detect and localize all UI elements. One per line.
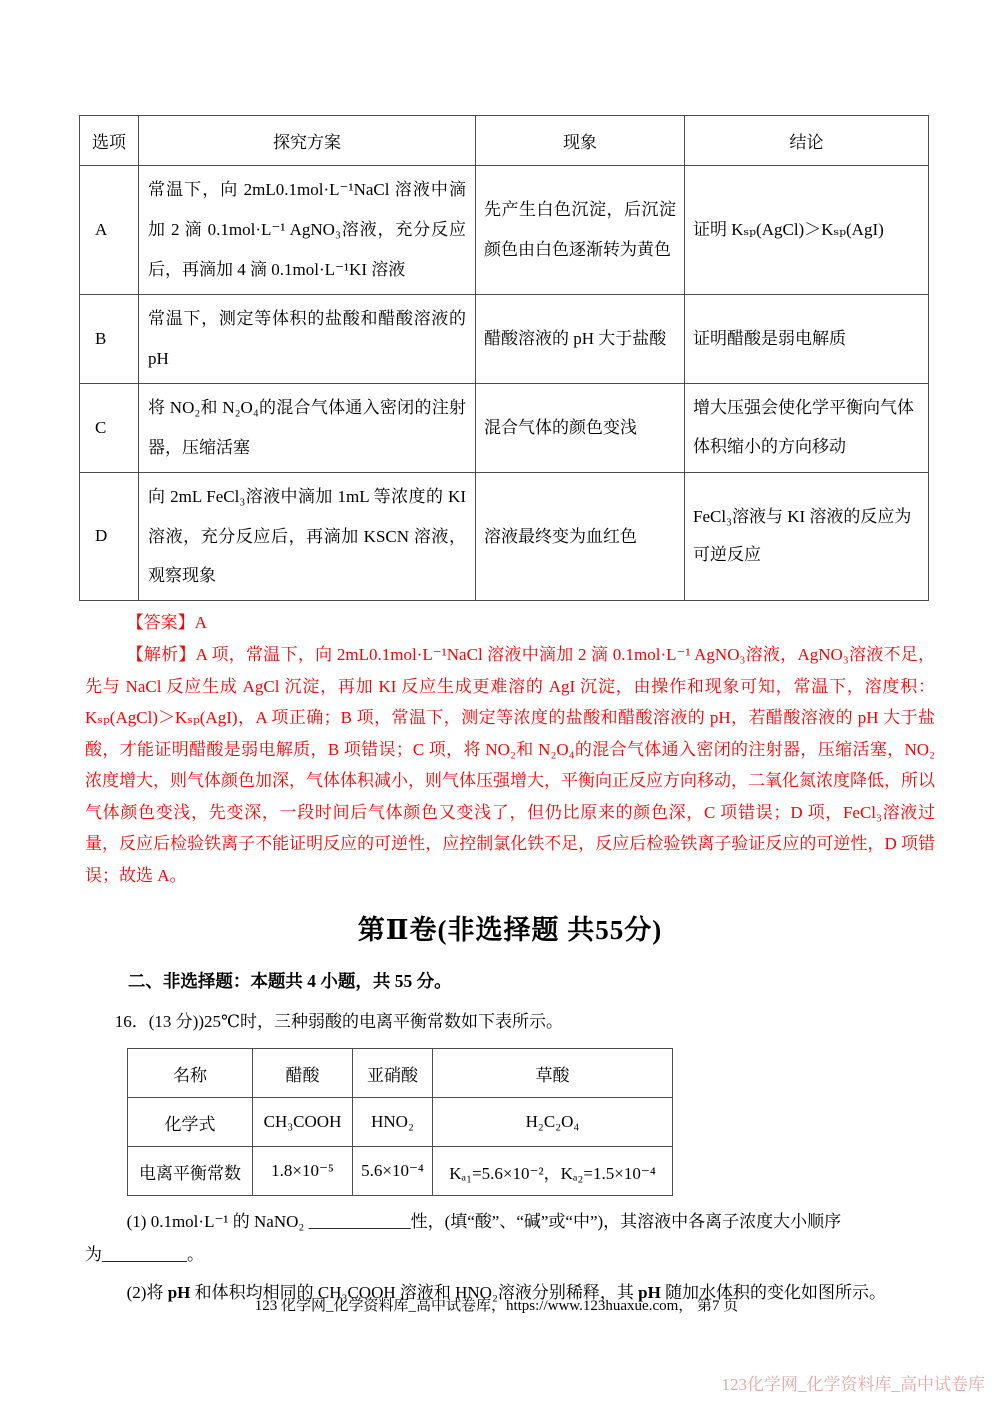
conclusion-cell: 证明醋酸是弱电解质 [685, 294, 929, 383]
question-16-part1-line1: (1) 0.1mol·L⁻¹ 的 NaNO₂ ____________性，(填“酸”、“碱”或“中”)，其溶液中各离子浓度大小顺序 [126, 1212, 842, 1232]
table1-header-plan: 探究方案 [139, 116, 476, 166]
table-row-option-c [80, 383, 929, 472]
plan-cell: 将 NO₂和 N₂O₄的混合气体通入密闭的注射器，压缩活塞 [139, 383, 476, 472]
plan-cell: 向 2mL FeCl₃溶液中滴加 1mL 等浓度的 KI 溶液，充分反应后，再滴加 KSCN 溶液，观察现象 [139, 472, 476, 601]
phenomenon-cell: 先产生白色沉淀，后沉淀颜色由白色逐渐转为黄色 [476, 166, 685, 295]
table1-header-phenomenon: 现象 [476, 116, 685, 166]
table2-row-name [128, 1049, 673, 1098]
plan-cell: 常温下，向 2mL0.1mol·L⁻¹NaCl 溶液中滴加 2 滴 0.1mol·L⁻¹ AgNO₃溶液，充分反应后，再滴加 4 滴 0.1mol·L⁻¹KI 溶液 [139, 166, 476, 295]
answer-line: 【答案】A [126, 613, 207, 633]
table2-row-formula [128, 1098, 673, 1147]
phenomenon-cell: 混合气体的颜色变浅 [476, 383, 685, 472]
table2-cell: 电离平衡常数 [128, 1147, 253, 1196]
table2-cell: 醋酸 [253, 1049, 353, 1098]
part2-text-segment: (2)将 [126, 1283, 168, 1303]
table2-cell: 名称 [128, 1049, 253, 1098]
table1-header-option: 选项 [80, 116, 139, 166]
table2-cell: Kₐ₁=5.6×10⁻²，Kₐ₂=1.5×10⁻⁴ [433, 1147, 673, 1196]
table-row-option-a [80, 166, 929, 295]
site-watermark: 123化学网_化学资料库_高中试卷库 [721, 1375, 985, 1394]
table2-cell: 亚硝酸 [353, 1049, 433, 1098]
section2-subtitle: 二、非选择题：本题共 4 小题，共 55 分。 [127, 971, 452, 992]
table-row-option-b [80, 294, 929, 383]
part2-text-segment: 随加水体积的变化如图所示。 [660, 1283, 887, 1303]
option-letter: D [80, 472, 139, 601]
question-16-intro: 16．(13 分))25℃时，三种弱酸的电离平衡常数如下表所示。 [114, 1012, 563, 1032]
table2-cell: 化学式 [128, 1098, 253, 1147]
option-letter: C [80, 383, 139, 472]
ionization-constant-table [127, 1048, 673, 1196]
conclusion-cell: 证明 Kₛₚ(AgCl)＞Kₛₚ(AgI) [685, 166, 929, 295]
question-16-part1-line2: 为__________。 [85, 1245, 204, 1265]
table1-header-row [80, 116, 929, 166]
part2-text-segment: 和体积均相同的 CH₃COOH 溶液和 HNO₂溶液分别稀释，其 [190, 1283, 639, 1303]
table2-cell: 草酸 [433, 1049, 673, 1098]
phenomenon-cell: 溶液最终变为血红色 [476, 472, 685, 601]
part2-ph-bold: pH [167, 1283, 191, 1303]
table2-cell: 1.8×10⁻⁵ [253, 1147, 353, 1196]
analysis-paragraph: 【解析】A 项，常温下，向 2mL0.1mol·L⁻¹NaCl 溶液中滴加 2 滴 0.1mol·L⁻¹ AgNO₃溶液，AgNO₃溶液不足，先与 NaCl 反应生成 AgCl 沉淀，再加 KI 反应生成更难溶的 AgI 沉淀，由操作和现象可知，常温下，溶度积：Kₛₚ(AgCl)＞Kₛₚ(AgI)，A 项正确；B 项，常温下，测定等浓度的盐酸和醋酸溶液的 pH，若醋酸溶液的 pH 大于盐酸，才能证明醋酸是弱电解质，B 项错误；C 项，将 NO₂和 N₂O₄的混合气体通入密闭的注射器，压缩活塞，NO₂浓度增大，则气体颜色加深，气体体积减小，则气体压强增大，平衡向正反应方向移动，二氧化氮浓度降低，所以气体颜色变浅，先变深，一段时间后气体颜色又变浅了，但仍比原来的颜色深，C 项错误；D 项，FeCl₃溶液过量，反应后检验铁离子不能证明反应的可逆性，应控制氯化铁不足，反应后检验铁离子验证反应的可逆性，D 项错误；故选 A。 [85, 645, 935, 885]
page-footer: 123 化学网_化学资料库_高中试卷库，https://www.123huaxue.com， 第7 页 [254, 1298, 739, 1314]
table-row-option-d [80, 472, 929, 601]
part2-ph-bold: pH [638, 1283, 661, 1303]
table2-row-constant [128, 1147, 673, 1196]
part2-heading: 第Ⅱ卷(非选择题 共55分) [357, 915, 663, 946]
option-experiment-table [79, 115, 929, 601]
table2-cell: CH₃COOH [253, 1098, 353, 1147]
option-letter: B [80, 294, 139, 383]
table1-header-conclusion: 结论 [685, 116, 929, 166]
option-letter: A [80, 166, 139, 295]
conclusion-cell: FeCl₃溶液与 KI 溶液的反应为可逆反应 [685, 472, 929, 601]
table2-cell: H₂C₂O₄ [433, 1098, 673, 1147]
table2-cell: HNO₂ [353, 1098, 433, 1147]
conclusion-cell: 增大压强会使化学平衡向气体体积缩小的方向移动 [685, 383, 929, 472]
phenomenon-cell: 醋酸溶液的 pH 大于盐酸 [476, 294, 685, 383]
table2-cell: 5.6×10⁻⁴ [353, 1147, 433, 1196]
plan-cell: 常温下，测定等体积的盐酸和醋酸溶液的 pH [139, 294, 476, 383]
